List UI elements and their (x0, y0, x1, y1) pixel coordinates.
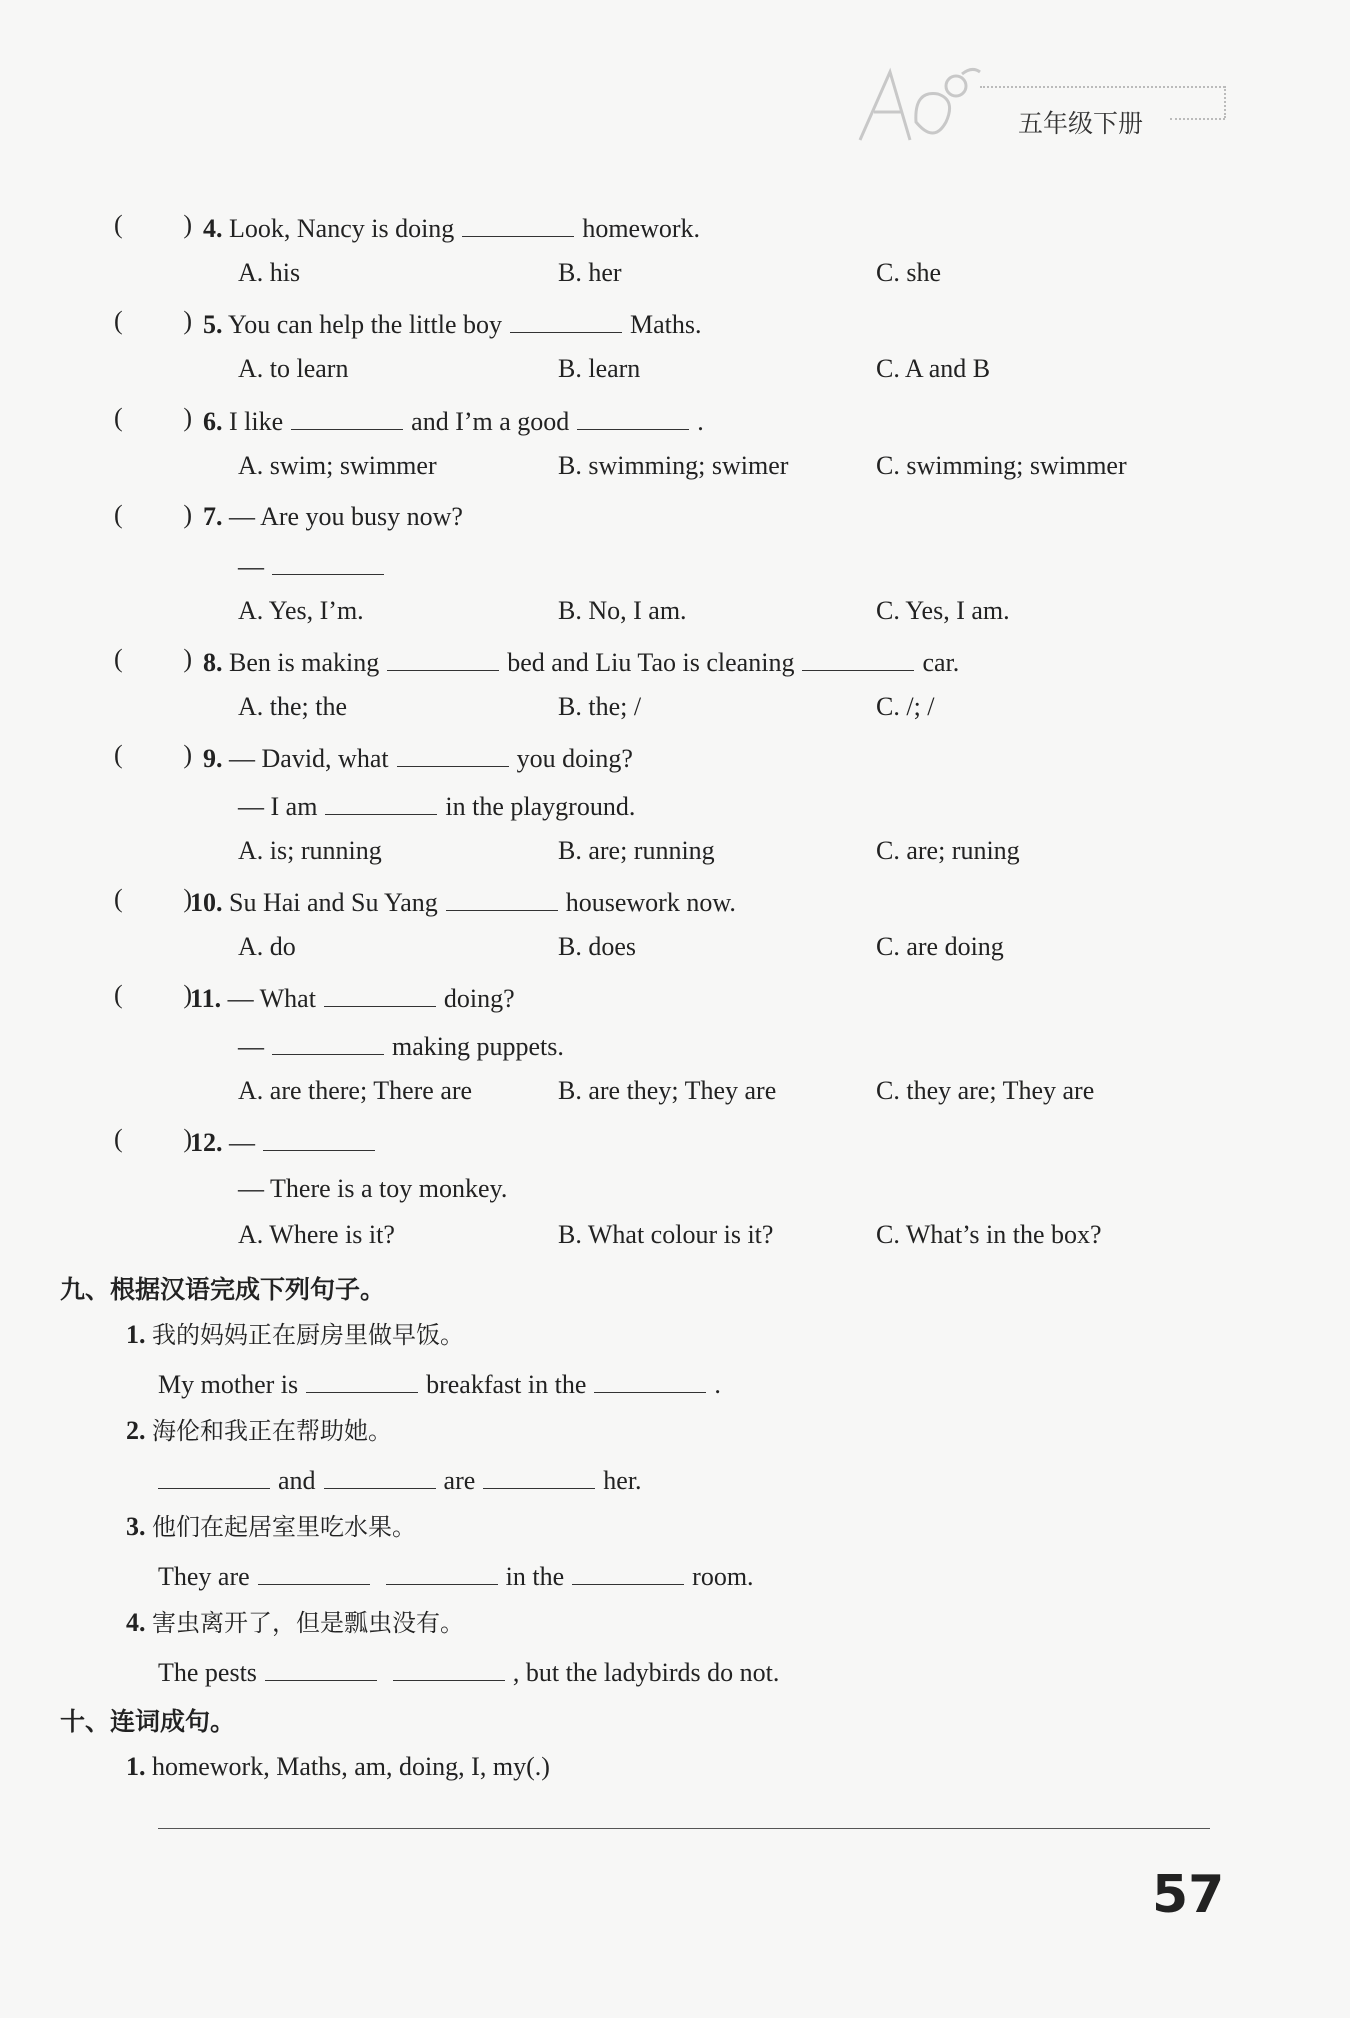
option-a[interactable]: A. Where is it? (238, 1220, 395, 1249)
question-7-reply: — (238, 548, 392, 584)
question-8: 8. Ben is making bed and Liu Tao is cleaning car. (203, 644, 959, 680)
option-c[interactable]: C. A and B (876, 354, 991, 383)
option-c[interactable]: C. /; / (876, 692, 935, 721)
question-12: 12. — (190, 1124, 383, 1160)
header-divider (1170, 118, 1225, 120)
option-b[interactable]: B. her (558, 258, 622, 287)
answer-bracket[interactable]: ( ) (114, 740, 192, 769)
question-7: 7. — Are you busy now? (203, 502, 463, 531)
option-b[interactable]: B. are they; They are (558, 1076, 777, 1105)
answer-bracket[interactable]: ( ) (114, 1124, 192, 1153)
translation-item-4-en: The pests , but the ladybirds do not. (158, 1654, 779, 1690)
option-c[interactable]: C. they are; They are (876, 1076, 1095, 1105)
option-b[interactable]: B. the; / (558, 692, 642, 721)
answer-blank[interactable] (483, 1462, 595, 1489)
question-11: 11. — What doing? (190, 980, 515, 1016)
answer-bracket[interactable]: ( ) (114, 500, 192, 529)
answer-blank[interactable] (258, 1558, 370, 1585)
answer-blank[interactable] (594, 1366, 706, 1393)
option-a[interactable]: A. to learn (238, 354, 349, 383)
answer-blank[interactable] (263, 1124, 375, 1151)
answer-blank[interactable] (386, 1558, 498, 1585)
translation-item-3-en: They are in the room. (158, 1558, 754, 1594)
answer-blank[interactable] (510, 306, 622, 333)
option-c[interactable]: C. What’s in the box? (876, 1220, 1102, 1249)
translation-item-3-cn: 3. 他们在起居室里吃水果。 (126, 1512, 416, 1541)
answer-blank[interactable] (291, 403, 403, 430)
option-a[interactable]: A. his (238, 258, 301, 287)
answer-blank[interactable] (324, 1462, 436, 1489)
option-b[interactable]: B. What colour is it? (558, 1220, 774, 1249)
question-9: 9. — David, what you doing? (203, 740, 633, 776)
answer-blank[interactable] (265, 1654, 377, 1681)
answer-blank[interactable] (572, 1558, 684, 1585)
answer-blank[interactable] (462, 210, 574, 237)
option-b[interactable]: B. swimming; swimer (558, 451, 789, 480)
answer-blank[interactable] (158, 1462, 270, 1489)
answer-blank[interactable] (272, 548, 384, 575)
translation-item-1-cn: 1. 我的妈妈正在厨房里做早饭。 (126, 1320, 464, 1349)
question-9-reply: — I am in the playground. (238, 788, 635, 824)
option-a[interactable]: A. Yes, I’m. (238, 596, 364, 625)
answer-blank[interactable] (306, 1366, 418, 1393)
option-c[interactable]: C. Yes, I am. (876, 596, 1010, 625)
answer-line[interactable] (158, 1828, 1210, 1829)
header-divider (980, 86, 1225, 88)
question-10: 10. Su Hai and Su Yang housework now. (190, 884, 736, 920)
answer-blank[interactable] (446, 884, 558, 911)
option-c[interactable]: C. she (876, 258, 941, 287)
word-order-item-1: 1. homework, Maths, am, doing, I, my(.) (126, 1752, 550, 1781)
answer-bracket[interactable]: ( ) (114, 884, 192, 913)
answer-blank[interactable] (393, 1654, 505, 1681)
option-c[interactable]: C. swimming; swimmer (876, 451, 1127, 480)
answer-blank[interactable] (387, 644, 499, 671)
option-c[interactable]: C. are; runing (876, 836, 1020, 865)
translation-item-4-cn: 4. 害虫离开了，但是瓢虫没有。 (126, 1608, 464, 1637)
answer-blank[interactable] (325, 788, 437, 815)
option-b[interactable]: B. are; running (558, 836, 715, 865)
question-6: 6. I like and I’m a good . (203, 403, 704, 439)
option-a[interactable]: A. the; the (238, 692, 348, 721)
question-4: 4. Look, Nancy is doing homework. (203, 210, 700, 246)
option-a[interactable]: A. are there; There are (238, 1076, 473, 1105)
answer-blank[interactable] (324, 980, 436, 1007)
answer-bracket[interactable]: ( ) (114, 644, 192, 673)
answer-blank[interactable] (397, 740, 509, 767)
answer-blank[interactable] (577, 403, 689, 430)
answer-bracket[interactable]: ( ) (114, 210, 192, 239)
grade-label: 五年级下册 (1018, 109, 1144, 138)
section-10-title: 十、连词成句。 (60, 1707, 236, 1736)
option-b[interactable]: B. learn (558, 354, 641, 383)
answer-blank[interactable] (272, 1028, 384, 1055)
page-number: 57 (1152, 1865, 1225, 1925)
option-a[interactable]: A. is; running (238, 836, 382, 865)
translation-item-2-en: and are her. (150, 1462, 642, 1498)
question-12-reply: — There is a toy monkey. (238, 1174, 508, 1203)
option-a[interactable]: A. do (238, 932, 296, 961)
header-divider (1224, 86, 1226, 118)
answer-bracket[interactable]: ( ) (114, 403, 192, 432)
option-c[interactable]: C. are doing (876, 932, 1004, 961)
translation-item-2-cn: 2. 海伦和我正在帮助她。 (126, 1416, 392, 1445)
translation-item-1-en: My mother is breakfast in the . (158, 1366, 721, 1402)
answer-blank[interactable] (802, 644, 914, 671)
section-9-title: 九、根据汉语完成下列句子。 (60, 1275, 386, 1304)
brand-logo (850, 60, 990, 150)
option-b[interactable]: B. does (558, 932, 636, 961)
question-11-reply: — making puppets. (238, 1028, 564, 1064)
question-5: 5. You can help the little boy Maths. (203, 306, 702, 342)
option-a[interactable]: A. swim; swimmer (238, 451, 437, 480)
answer-bracket[interactable]: ( ) (114, 306, 192, 335)
option-b[interactable]: B. No, I am. (558, 596, 687, 625)
answer-bracket[interactable]: ( ) (114, 980, 192, 1009)
